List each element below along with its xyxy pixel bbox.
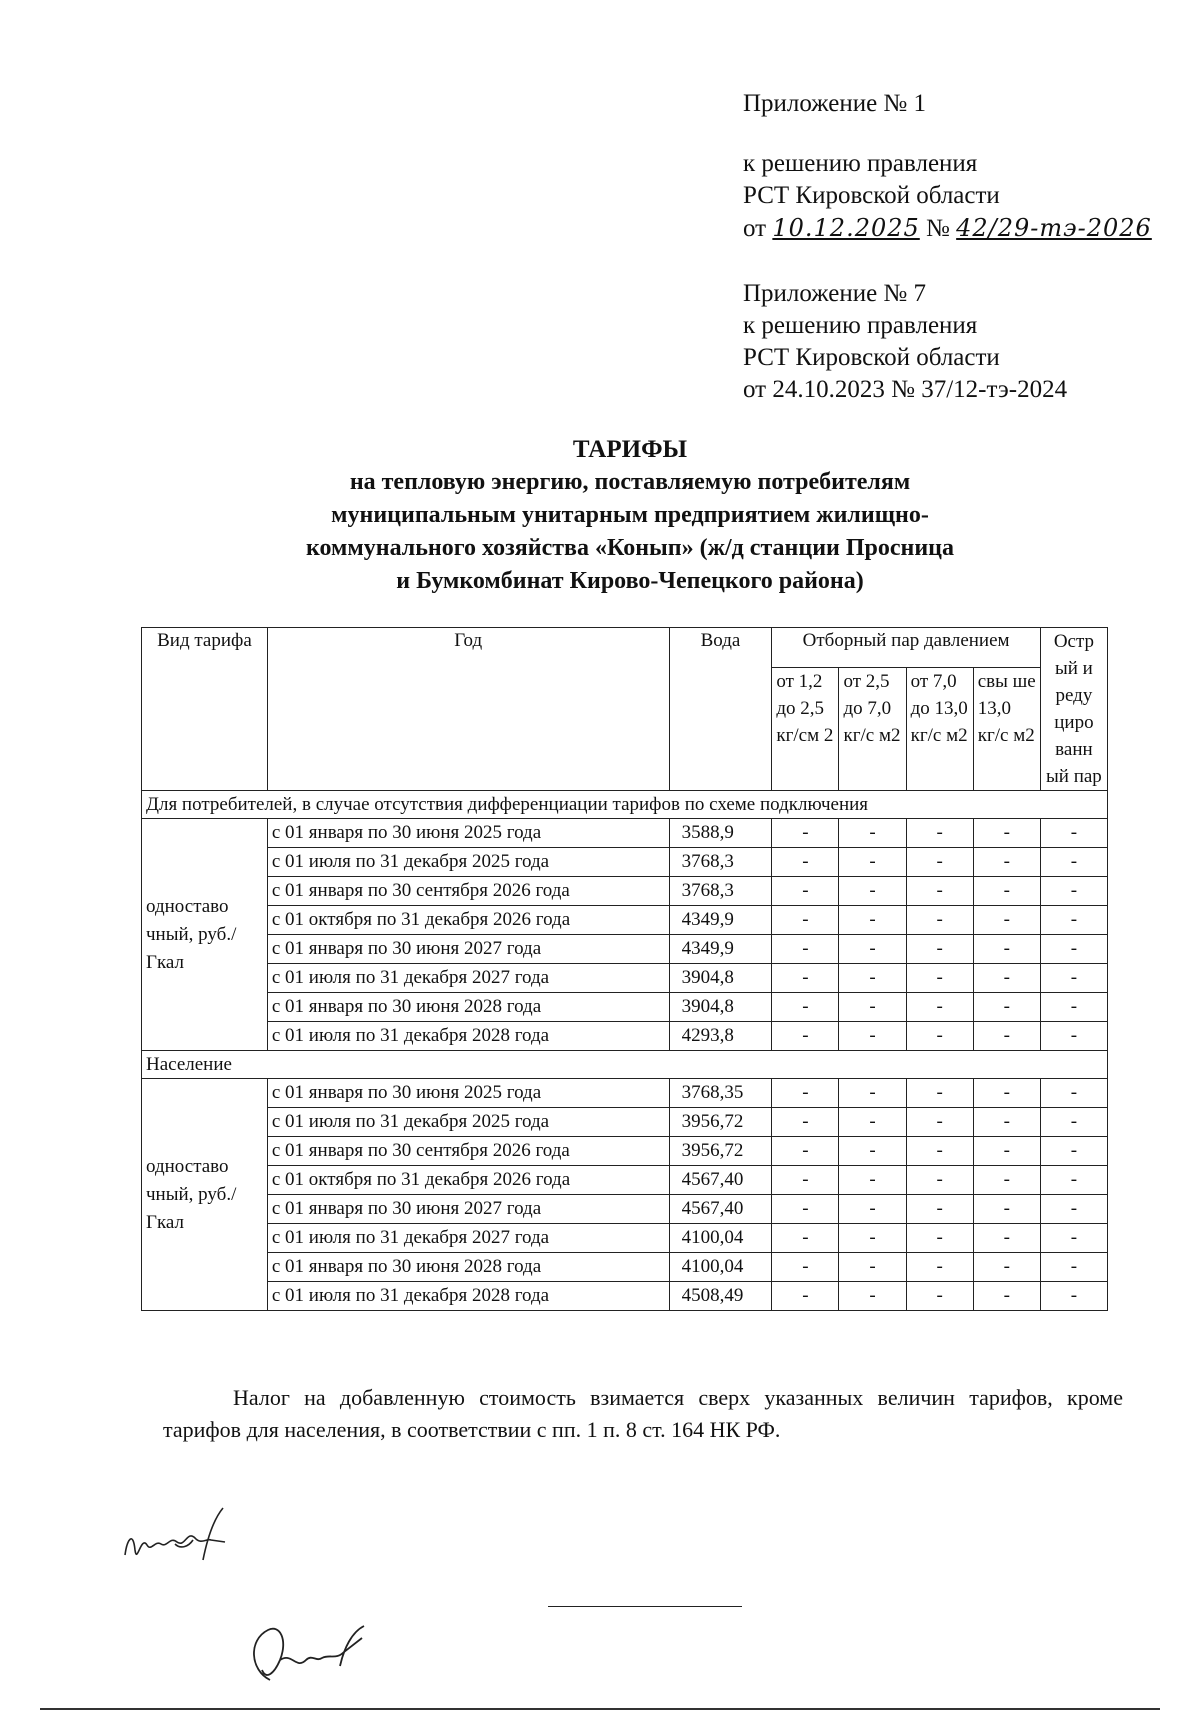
dash-cell: - [1040, 1137, 1107, 1166]
period-cell: с 01 июля по 31 декабря 2028 года [267, 1022, 669, 1051]
dash-cell: - [772, 906, 839, 935]
period-cell: с 01 октября по 31 декабря 2026 года [267, 1166, 669, 1195]
water-value-cell: 3768,3 [669, 848, 772, 877]
dash-cell: - [772, 1137, 839, 1166]
table-row [142, 819, 1108, 848]
water-value-cell: 4349,9 [669, 935, 772, 964]
table-row [142, 1282, 1108, 1311]
table-row [142, 1108, 1108, 1137]
dash-cell: - [973, 1166, 1040, 1195]
dash-cell: - [772, 964, 839, 993]
dash-cell: - [772, 1195, 839, 1224]
period-cell: с 01 января по 30 июня 2025 года [267, 819, 669, 848]
dash-cell: - [772, 877, 839, 906]
dash-cell: - [839, 1137, 906, 1166]
dash-cell: - [973, 819, 1040, 848]
dash-cell: - [973, 848, 1040, 877]
water-value-cell: 3768,3 [669, 877, 772, 906]
period-cell: с 01 июля по 31 декабря 2025 года [267, 1108, 669, 1137]
dash-cell: - [839, 1166, 906, 1195]
water-value-cell: 3956,72 [669, 1108, 772, 1137]
annex-1-authority-line: РСТ Кировской области [743, 182, 1000, 209]
annex-7-block [743, 278, 1067, 406]
dash-cell: - [906, 1079, 973, 1108]
dash-cell: - [1040, 1224, 1107, 1253]
dash-cell: - [839, 1253, 906, 1282]
table-row [142, 1253, 1108, 1282]
dash-cell: - [906, 1224, 973, 1253]
dash-cell: - [772, 1022, 839, 1051]
period-cell: с 01 января по 30 сентября 2026 года [267, 1137, 669, 1166]
table-row [142, 1195, 1108, 1224]
annex-1-decision-line: к решению правления [743, 150, 978, 177]
dash-cell: - [772, 935, 839, 964]
dash-cell: - [973, 906, 1040, 935]
section-2-label: Население [142, 1051, 1108, 1079]
table-row [142, 993, 1108, 1022]
dash-cell: - [973, 993, 1040, 1022]
dash-cell: - [1040, 1282, 1107, 1311]
title-line-2: муниципальным унитарным предприятием жилищно- [331, 502, 929, 528]
dash-cell: - [906, 1253, 973, 1282]
dash-cell: - [906, 877, 973, 906]
dash-cell: - [839, 848, 906, 877]
from-prefix: от [743, 215, 767, 242]
header-pressure-4: свы ше 13,0 кг/с м2 [973, 668, 1040, 791]
dash-cell: - [973, 1253, 1040, 1282]
header-sharp-steam: Остр ый и реду циро ванн ый пар [1040, 628, 1107, 791]
dash-cell: - [839, 1079, 906, 1108]
dash-cell: - [906, 1137, 973, 1166]
dash-cell: - [839, 993, 906, 1022]
dash-cell: - [839, 964, 906, 993]
dash-cell: - [973, 1137, 1040, 1166]
water-value-cell: 3904,8 [669, 964, 772, 993]
table-row [142, 935, 1108, 964]
dash-cell: - [839, 935, 906, 964]
dash-cell: - [973, 1195, 1040, 1224]
header-steam-group: Отборный пар давлением [772, 628, 1041, 668]
dash-cell: - [1040, 877, 1107, 906]
dash-cell: - [772, 1224, 839, 1253]
handwritten-date: 10.12.2025 [772, 214, 920, 242]
table-row [142, 848, 1108, 877]
header-pressure-1: от 1,2 до 2,5 кг/см 2 [772, 668, 839, 791]
dash-cell: - [906, 906, 973, 935]
dash-cell: - [772, 1108, 839, 1137]
annex-1-title: Приложение № 1 [743, 90, 927, 117]
water-value-cell: 4293,8 [669, 1022, 772, 1051]
water-value-cell: 4567,40 [669, 1166, 772, 1195]
water-value-cell: 4349,9 [669, 906, 772, 935]
signature-2 [240, 1610, 390, 1700]
water-value-cell: 4508,49 [669, 1282, 772, 1311]
period-cell: с 01 июля по 31 декабря 2028 года [267, 1282, 669, 1311]
period-cell: с 01 июля по 31 декабря 2027 года [267, 964, 669, 993]
header-year: Год [267, 628, 669, 791]
annex-1-date-number-line [743, 212, 1152, 245]
dash-cell: - [839, 1195, 906, 1224]
dash-cell: - [906, 1022, 973, 1051]
dash-cell: - [906, 819, 973, 848]
dash-cell: - [772, 1253, 839, 1282]
period-cell: с 01 января по 30 июня 2028 года [267, 1253, 669, 1282]
period-cell: с 01 января по 30 июня 2028 года [267, 993, 669, 1022]
dash-cell: - [973, 935, 1040, 964]
dash-cell: - [839, 906, 906, 935]
table-row [142, 1022, 1108, 1051]
period-cell: с 01 июля по 31 декабря 2027 года [267, 1224, 669, 1253]
dash-cell: - [1040, 993, 1107, 1022]
handwritten-number: 42/29-тэ-2026 [956, 214, 1152, 242]
dash-cell: - [772, 848, 839, 877]
water-value-cell: 3588,9 [669, 819, 772, 848]
water-value-cell: 4567,40 [669, 1195, 772, 1224]
header-pressure-2: от 2,5 до 7,0 кг/с м2 [839, 668, 906, 791]
dash-cell: - [772, 819, 839, 848]
dash-cell: - [1040, 1022, 1107, 1051]
period-cell: с 01 января по 30 июня 2027 года [267, 1195, 669, 1224]
table-row [142, 906, 1108, 935]
dash-cell: - [906, 964, 973, 993]
table-row [142, 1137, 1108, 1166]
annex-7-title: Приложение № 7 [743, 280, 927, 307]
dash-cell: - [973, 1224, 1040, 1253]
water-value-cell: 3956,72 [669, 1137, 772, 1166]
section-1-tariff-type: одноставо чный, руб./Гкал [142, 819, 268, 1051]
dash-cell: - [1040, 935, 1107, 964]
vat-note: Налог на добавленную стоимость взимается сверх указанных величин тарифов, кроме тарифов для населения, в соответствии с пп. 1 п. 8 ст. 164 НК РФ. [163, 1385, 1123, 1442]
dash-cell: - [906, 993, 973, 1022]
tariff-table [141, 627, 1108, 1311]
dash-cell: - [973, 1079, 1040, 1108]
dash-cell: - [906, 1195, 973, 1224]
header-water: Вода [669, 628, 772, 791]
period-cell: с 01 июля по 31 декабря 2025 года [267, 848, 669, 877]
section-1-label: Для потребителей, в случае отсутствия дифференциации тарифов по схеме подключения [142, 791, 1108, 819]
dash-cell: - [839, 1108, 906, 1137]
period-cell: с 01 января по 30 июня 2027 года [267, 935, 669, 964]
water-value-cell: 3768,35 [669, 1079, 772, 1108]
period-cell: с 01 января по 30 сентября 2026 года [267, 877, 669, 906]
dash-cell: - [973, 1108, 1040, 1137]
dash-cell: - [1040, 1079, 1107, 1108]
dash-cell: - [772, 1166, 839, 1195]
title-main: ТАРИФЫ [572, 436, 688, 463]
table-row [142, 1224, 1108, 1253]
table-row [142, 877, 1108, 906]
dash-cell: - [1040, 1253, 1107, 1282]
dash-cell: - [839, 1224, 906, 1253]
dash-cell: - [906, 848, 973, 877]
dash-cell: - [973, 1022, 1040, 1051]
title-line-1: на тепловую энергию, поставляемую потребителям [349, 469, 911, 495]
title-line-3: коммунального хозяйства «Конып» (ж/д станции Просница [305, 535, 955, 561]
header-tariff-type: Вид тарифа [142, 628, 268, 791]
dash-cell: - [1040, 848, 1107, 877]
period-cell: с 01 января по 30 июня 2025 года [267, 1079, 669, 1108]
water-value-cell: 4100,04 [669, 1253, 772, 1282]
annex-7-decision-line: к решению правления [743, 312, 978, 339]
dash-cell: - [839, 1022, 906, 1051]
dash-cell: - [1040, 819, 1107, 848]
dash-cell: - [772, 1079, 839, 1108]
water-value-cell: 3904,8 [669, 993, 772, 1022]
dash-cell: - [973, 877, 1040, 906]
table-row [142, 964, 1108, 993]
signature-1 [115, 1500, 245, 1580]
annex-7-authority-line: РСТ Кировской области [743, 344, 1000, 371]
separator-line [548, 1606, 742, 1607]
dash-cell: - [906, 935, 973, 964]
dash-cell: - [1040, 1108, 1107, 1137]
dash-cell: - [906, 1166, 973, 1195]
number-prefix: № [926, 215, 950, 242]
dash-cell: - [839, 819, 906, 848]
dash-cell: - [1040, 1195, 1107, 1224]
header-pressure-3: от 7,0 до 13,0 кг/с м2 [906, 668, 973, 791]
dash-cell: - [839, 877, 906, 906]
dash-cell: - [973, 1282, 1040, 1311]
document-title [130, 433, 1130, 598]
dash-cell: - [772, 1282, 839, 1311]
water-value-cell: 4100,04 [669, 1224, 772, 1253]
dash-cell: - [906, 1108, 973, 1137]
annex-1-block [743, 88, 1152, 245]
dash-cell: - [973, 964, 1040, 993]
dash-cell: - [1040, 1166, 1107, 1195]
dash-cell: - [906, 1282, 973, 1311]
dash-cell: - [1040, 906, 1107, 935]
dash-cell: - [1040, 964, 1107, 993]
dash-cell: - [839, 1282, 906, 1311]
section-2-tariff-type: одноставо чный, руб./Гкал [142, 1079, 268, 1311]
table-row [142, 1166, 1108, 1195]
period-cell: с 01 октября по 31 декабря 2026 года [267, 906, 669, 935]
table-row [142, 1079, 1108, 1108]
annex-7-date-number-line: от 24.10.2023 № 37/12-тэ-2024 [743, 376, 1068, 403]
title-line-4: и Бумкомбинат Кирово-Чепецкого района) [396, 568, 864, 594]
dash-cell: - [772, 993, 839, 1022]
bottom-scan-edge [40, 1708, 1160, 1714]
